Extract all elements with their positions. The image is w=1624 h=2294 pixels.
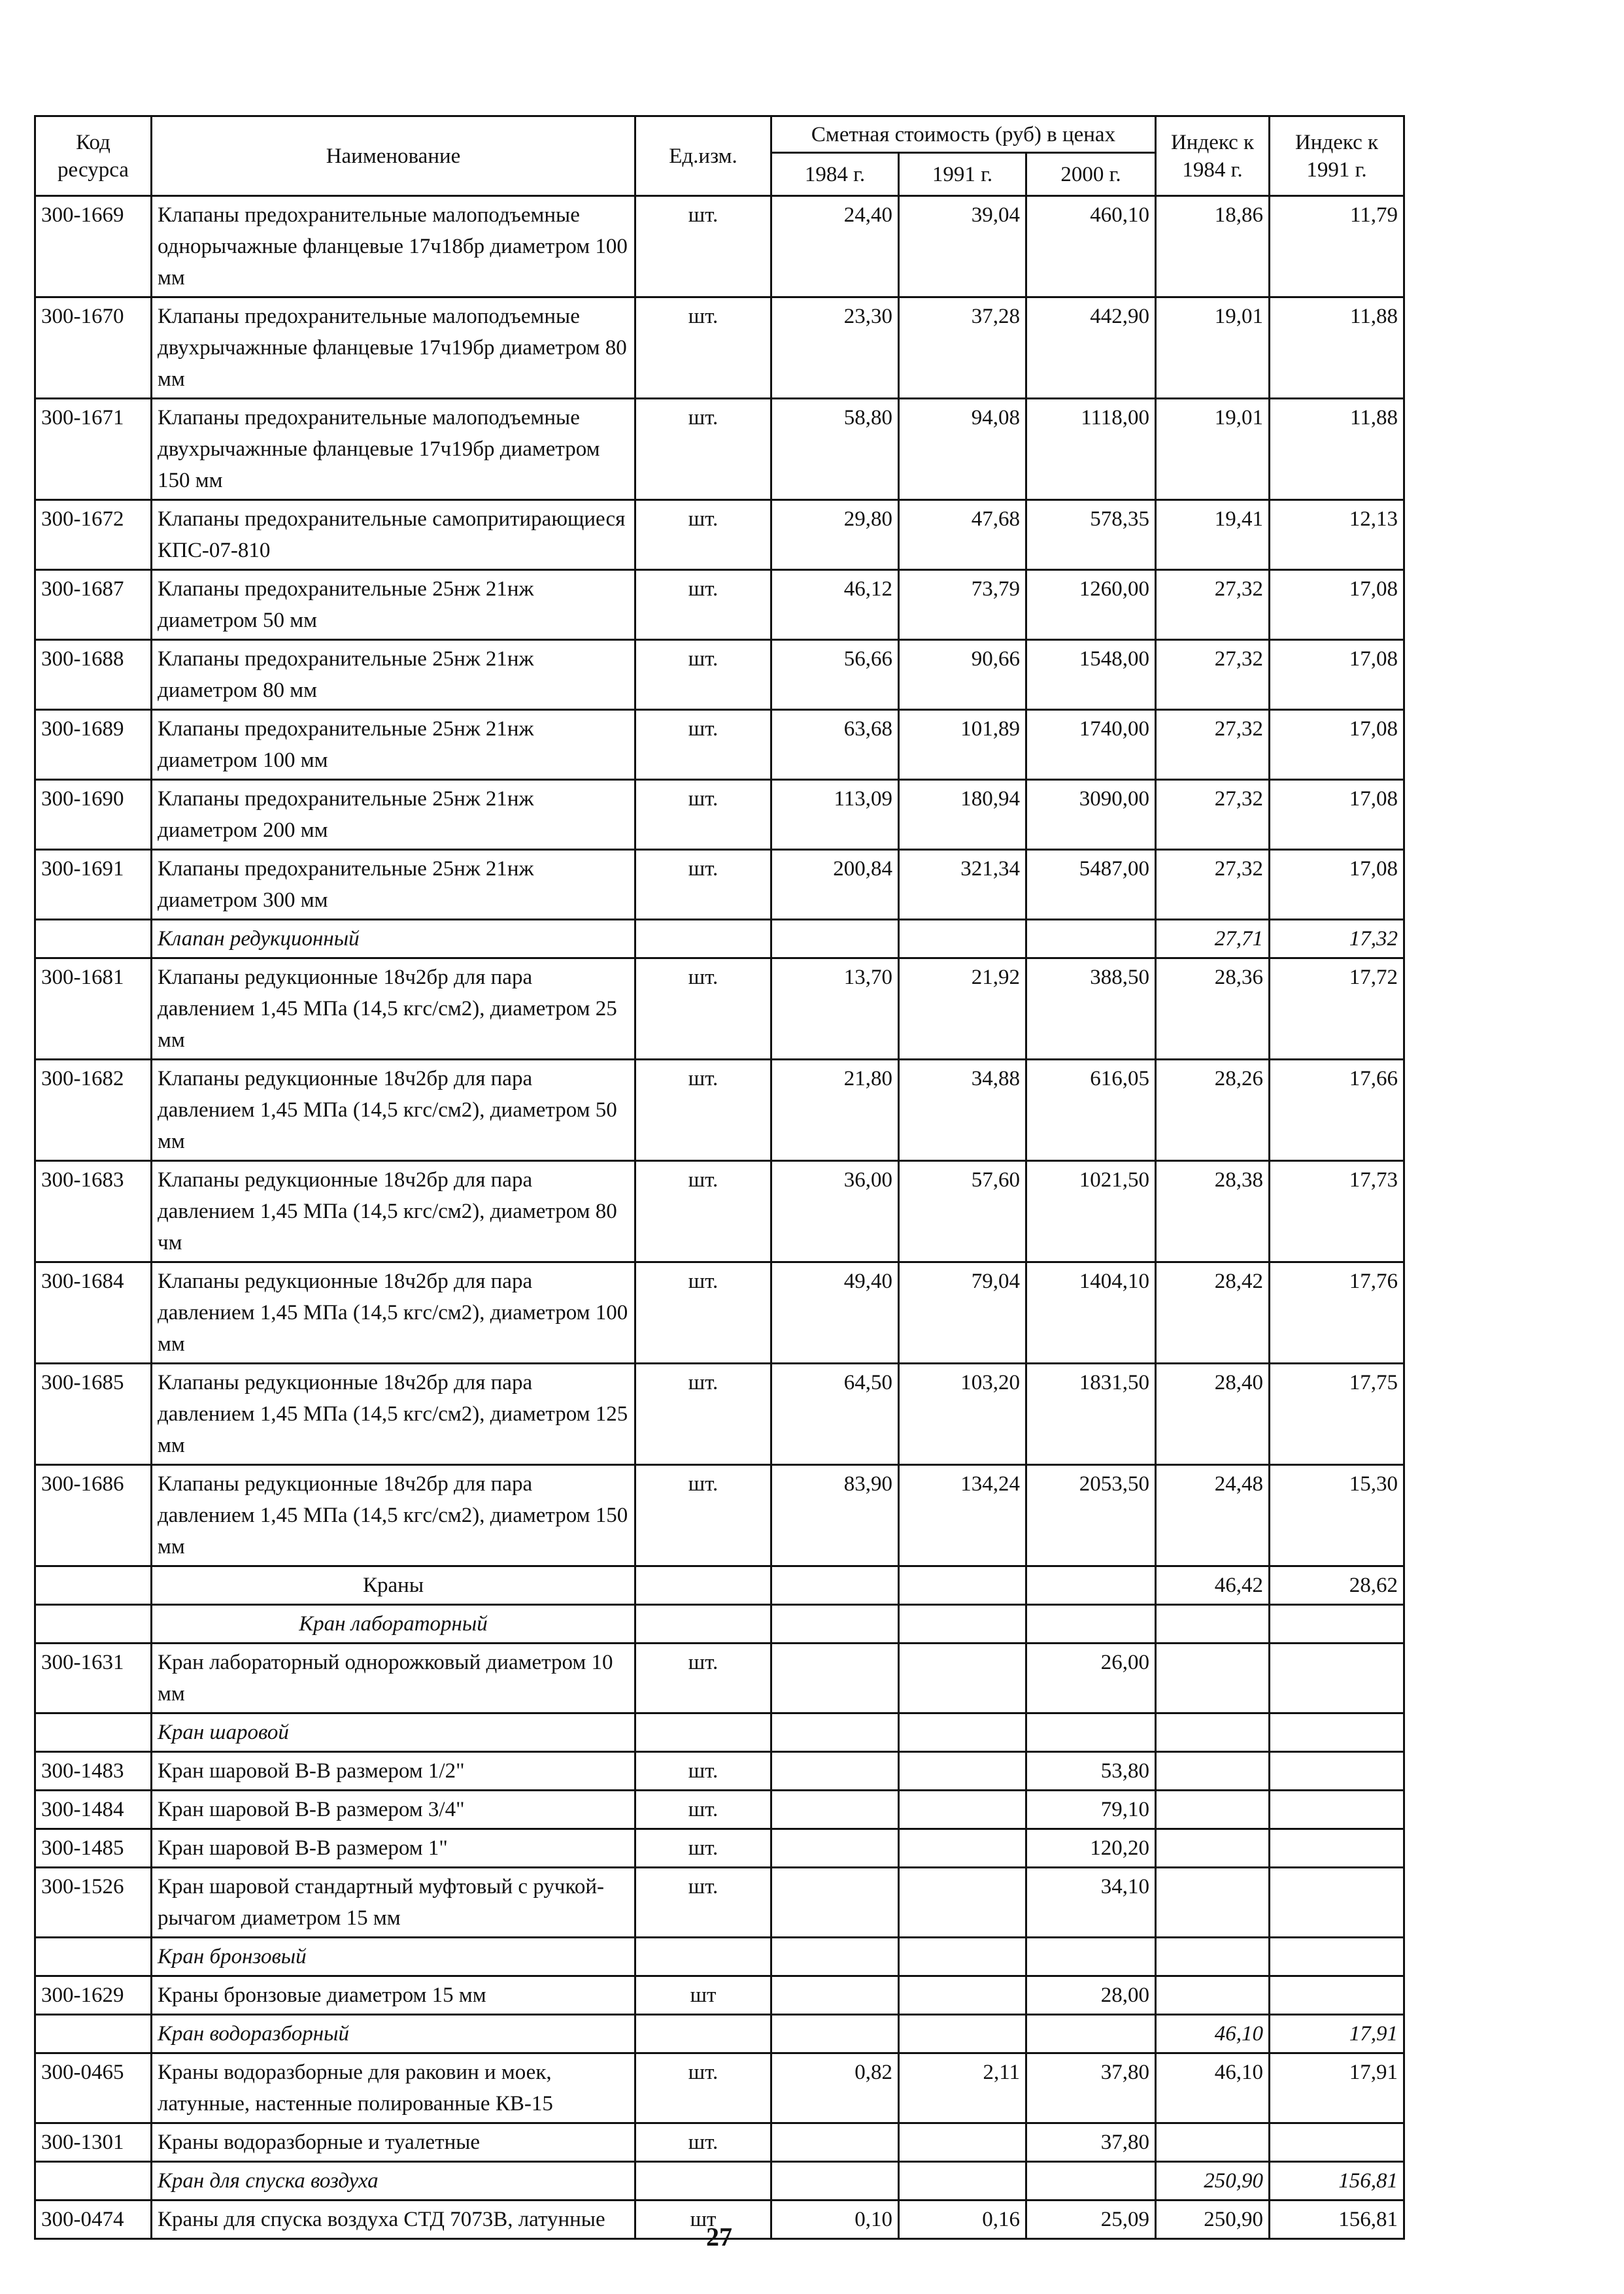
row-index-1984: 27,32 bbox=[1156, 780, 1270, 850]
row-unit: шт. bbox=[635, 1465, 771, 1566]
row-unit: шт. bbox=[635, 958, 771, 1060]
row-price-1991 bbox=[899, 1976, 1026, 2015]
row-code: 300-1631 bbox=[35, 1644, 152, 1713]
row-unit bbox=[635, 2015, 771, 2053]
row-index-1991 bbox=[1270, 1868, 1404, 1938]
table-row bbox=[35, 2123, 1404, 2162]
row-code: 300-1669 bbox=[35, 196, 152, 297]
row-unit bbox=[635, 920, 771, 958]
row-code bbox=[35, 1938, 152, 1976]
row-unit bbox=[635, 1566, 771, 1605]
row-price-2000: 442,90 bbox=[1026, 297, 1156, 399]
header-year-1991: 1991 г. bbox=[899, 153, 1026, 196]
row-code: 300-1526 bbox=[35, 1868, 152, 1938]
row-price-2000: 388,50 bbox=[1026, 958, 1156, 1060]
row-price-1984: 23,30 bbox=[771, 297, 899, 399]
table-header bbox=[35, 116, 1404, 196]
row-price-1984 bbox=[771, 1791, 899, 1829]
row-index-1991: 17,08 bbox=[1270, 850, 1404, 920]
row-index-1991: 17,08 bbox=[1270, 570, 1404, 640]
row-price-1991 bbox=[899, 1605, 1026, 1644]
row-code: 300-1483 bbox=[35, 1752, 152, 1791]
row-name: Клапаны редукционные 18ч2бр для пара давлением 1,45 МПа (14,5 кгс/см2), диаметром 100 мм bbox=[152, 1262, 635, 1364]
table-row bbox=[35, 1161, 1404, 1262]
row-price-1991: 2,11 bbox=[899, 2053, 1026, 2123]
row-index-1984: 28,40 bbox=[1156, 1364, 1270, 1465]
row-price-2000: 120,20 bbox=[1026, 1829, 1156, 1868]
row-name: Краны для спуска воздуха СТД 7073В, латунные bbox=[152, 2201, 635, 2239]
header-cost-group: Сметная стоимость (руб) в ценах bbox=[771, 116, 1156, 153]
row-unit: шт. bbox=[635, 1752, 771, 1791]
row-index-1984: 28,38 bbox=[1156, 1161, 1270, 1262]
row-code: 300-1629 bbox=[35, 1976, 152, 2015]
row-index-1984: 28,26 bbox=[1156, 1060, 1270, 1161]
header-index-1991: Индекс к 1991 г. bbox=[1270, 116, 1404, 196]
row-price-1984: 113,09 bbox=[771, 780, 899, 850]
table-row bbox=[35, 958, 1404, 1060]
row-index-1991: 28,62 bbox=[1270, 1566, 1404, 1605]
row-index-1984: 24,48 bbox=[1156, 1465, 1270, 1566]
row-price-1991 bbox=[899, 1829, 1026, 1868]
row-name: Кран водоразборный bbox=[152, 2015, 635, 2053]
row-index-1984: 46,10 bbox=[1156, 2053, 1270, 2123]
row-index-1984: 27,32 bbox=[1156, 570, 1270, 640]
row-price-2000: 3090,00 bbox=[1026, 780, 1156, 850]
row-name: Краны водоразборные и туалетные bbox=[152, 2123, 635, 2162]
row-index-1984: 250,90 bbox=[1156, 2162, 1270, 2201]
row-price-2000 bbox=[1026, 1713, 1156, 1752]
row-name: Кран для спуска воздуха bbox=[152, 2162, 635, 2201]
row-name: Клапаны редукционные 18ч2бр для пара давлением 1,45 МПа (14,5 кгс/см2), диаметром 150 мм bbox=[152, 1465, 635, 1566]
row-code: 300-0465 bbox=[35, 2053, 152, 2123]
row-price-1991: 57,60 bbox=[899, 1161, 1026, 1262]
row-name: Кран шаровой стандартный муфтовый с ручкой-рычагом диаметром 15 мм bbox=[152, 1868, 635, 1938]
row-index-1991: 17,08 bbox=[1270, 780, 1404, 850]
row-price-2000: 578,35 bbox=[1026, 500, 1156, 570]
row-price-1984: 36,00 bbox=[771, 1161, 899, 1262]
row-unit bbox=[635, 1605, 771, 1644]
row-price-1991 bbox=[899, 1938, 1026, 1976]
row-index-1984: 28,42 bbox=[1156, 1262, 1270, 1364]
row-price-1984 bbox=[771, 1713, 899, 1752]
row-unit: шт. bbox=[635, 1791, 771, 1829]
row-price-2000: 37,80 bbox=[1026, 2123, 1156, 2162]
row-code bbox=[35, 920, 152, 958]
row-name: Клапан редукционный bbox=[152, 920, 635, 958]
row-price-2000: 2053,50 bbox=[1026, 1465, 1156, 1566]
row-price-1991: 34,88 bbox=[899, 1060, 1026, 1161]
row-price-2000 bbox=[1026, 2162, 1156, 2201]
row-index-1991: 17,66 bbox=[1270, 1060, 1404, 1161]
row-price-1984 bbox=[771, 2123, 899, 2162]
row-code: 300-1670 bbox=[35, 297, 152, 399]
row-index-1984 bbox=[1156, 1605, 1270, 1644]
group-subheading-row bbox=[35, 2162, 1404, 2201]
row-code: 300-1685 bbox=[35, 1364, 152, 1465]
row-price-1991: 47,68 bbox=[899, 500, 1026, 570]
row-index-1984 bbox=[1156, 1829, 1270, 1868]
table-row bbox=[35, 500, 1404, 570]
row-code: 300-1682 bbox=[35, 1060, 152, 1161]
row-price-1984: 83,90 bbox=[771, 1465, 899, 1566]
row-index-1984: 27,32 bbox=[1156, 850, 1270, 920]
row-price-2000: 1740,00 bbox=[1026, 710, 1156, 780]
row-code: 300-1691 bbox=[35, 850, 152, 920]
row-price-1984 bbox=[771, 1976, 899, 2015]
row-name: Клапаны предохранительные 25нж 21нж диаметром 100 мм bbox=[152, 710, 635, 780]
row-unit: шт. bbox=[635, 500, 771, 570]
row-index-1991: 17,76 bbox=[1270, 1262, 1404, 1364]
row-price-2000 bbox=[1026, 1566, 1156, 1605]
row-index-1991: 17,73 bbox=[1270, 1161, 1404, 1262]
row-name: Клапаны предохранительные малоподъемные однорычажные фланцевые 17ч18бр диаметром 100 мм bbox=[152, 196, 635, 297]
row-price-1984 bbox=[771, 1752, 899, 1791]
row-price-1991: 134,24 bbox=[899, 1465, 1026, 1566]
row-price-2000: 34,10 bbox=[1026, 1868, 1156, 1938]
row-index-1991: 11,79 bbox=[1270, 196, 1404, 297]
page-number: 27 bbox=[706, 2222, 732, 2252]
table-row bbox=[35, 1752, 1404, 1791]
row-index-1991 bbox=[1270, 1752, 1404, 1791]
table-row bbox=[35, 570, 1404, 640]
row-code: 300-1671 bbox=[35, 399, 152, 500]
row-unit bbox=[635, 2162, 771, 2201]
row-price-1984: 0,10 bbox=[771, 2201, 899, 2239]
table-row bbox=[35, 1829, 1404, 1868]
row-code: 300-1681 bbox=[35, 958, 152, 1060]
row-price-2000 bbox=[1026, 1605, 1156, 1644]
row-unit: шт. bbox=[635, 780, 771, 850]
row-code: 300-1485 bbox=[35, 1829, 152, 1868]
row-name: Клапаны редукционные 18ч2бр для пара давлением 1,45 МПа (14,5 кгс/см2), диаметром 125 мм bbox=[152, 1364, 635, 1465]
row-index-1991: 17,91 bbox=[1270, 2053, 1404, 2123]
group-subheading-row bbox=[35, 2015, 1404, 2053]
table-row bbox=[35, 1791, 1404, 1829]
row-unit: шт. bbox=[635, 399, 771, 500]
row-price-1984: 58,80 bbox=[771, 399, 899, 500]
row-price-1991 bbox=[899, 1791, 1026, 1829]
row-name: Краны bbox=[152, 1566, 635, 1605]
row-name: Кран бронзовый bbox=[152, 1938, 635, 1976]
row-unit: шт. bbox=[635, 640, 771, 710]
row-price-2000: 1118,00 bbox=[1026, 399, 1156, 500]
row-index-1991 bbox=[1270, 1605, 1404, 1644]
row-code bbox=[35, 2162, 152, 2201]
row-price-1991: 39,04 bbox=[899, 196, 1026, 297]
row-price-1991: 21,92 bbox=[899, 958, 1026, 1060]
row-price-1984: 0,82 bbox=[771, 2053, 899, 2123]
row-index-1984: 46,42 bbox=[1156, 1566, 1270, 1605]
row-index-1984 bbox=[1156, 1791, 1270, 1829]
row-index-1984 bbox=[1156, 1713, 1270, 1752]
row-index-1984: 46,10 bbox=[1156, 2015, 1270, 2053]
table-row bbox=[35, 1262, 1404, 1364]
row-index-1984 bbox=[1156, 1938, 1270, 1976]
row-price-1984 bbox=[771, 1644, 899, 1713]
row-price-1984: 24,40 bbox=[771, 196, 899, 297]
row-index-1991: 17,08 bbox=[1270, 710, 1404, 780]
table-row bbox=[35, 297, 1404, 399]
row-name: Клапаны редукционные 18ч2бр для пара давлением 1,45 МПа (14,5 кгс/см2), диаметром 80 чм bbox=[152, 1161, 635, 1262]
row-price-1984: 29,80 bbox=[771, 500, 899, 570]
table-row bbox=[35, 1976, 1404, 2015]
row-name: Клапаны предохранительные 25нж 21нж диаметром 200 мм bbox=[152, 780, 635, 850]
header-index-1984: Индекс к 1984 г. bbox=[1156, 116, 1270, 196]
row-price-1984: 63,68 bbox=[771, 710, 899, 780]
table-row bbox=[35, 1644, 1404, 1713]
row-price-1991 bbox=[899, 2015, 1026, 2053]
row-price-1991: 73,79 bbox=[899, 570, 1026, 640]
row-unit: шт. bbox=[635, 850, 771, 920]
row-code: 300-1301 bbox=[35, 2123, 152, 2162]
row-price-1984 bbox=[771, 1868, 899, 1938]
row-name: Клапаны предохранительные самопритирающиеся КПС-07-810 bbox=[152, 500, 635, 570]
row-unit: шт. bbox=[635, 297, 771, 399]
row-price-2000: 460,10 bbox=[1026, 196, 1156, 297]
row-code: 300-1684 bbox=[35, 1262, 152, 1364]
row-index-1991 bbox=[1270, 1829, 1404, 1868]
group-subheading-row bbox=[35, 1713, 1404, 1752]
row-price-1991: 321,34 bbox=[899, 850, 1026, 920]
row-price-2000: 1831,50 bbox=[1026, 1364, 1156, 1465]
row-unit: шт. bbox=[635, 710, 771, 780]
row-price-1991: 37,28 bbox=[899, 297, 1026, 399]
row-price-1984: 56,66 bbox=[771, 640, 899, 710]
price-table bbox=[34, 115, 1405, 2240]
row-price-1984 bbox=[771, 1566, 899, 1605]
row-price-1984 bbox=[771, 2015, 899, 2053]
row-price-1991 bbox=[899, 1868, 1026, 1938]
row-index-1991: 17,91 bbox=[1270, 2015, 1404, 2053]
row-price-1984 bbox=[771, 1938, 899, 1976]
row-code: 300-1688 bbox=[35, 640, 152, 710]
row-price-2000: 79,10 bbox=[1026, 1791, 1156, 1829]
row-unit: шт. bbox=[635, 570, 771, 640]
row-index-1984: 19,01 bbox=[1156, 297, 1270, 399]
header-unit: Ед.изм. bbox=[635, 116, 771, 196]
row-price-1984 bbox=[771, 2162, 899, 2201]
row-index-1984: 27,71 bbox=[1156, 920, 1270, 958]
row-index-1984: 18,86 bbox=[1156, 196, 1270, 297]
table-row bbox=[35, 780, 1404, 850]
row-price-1984: 49,40 bbox=[771, 1262, 899, 1364]
table-row bbox=[35, 196, 1404, 297]
row-unit: шт. bbox=[635, 1262, 771, 1364]
row-price-1991: 103,20 bbox=[899, 1364, 1026, 1465]
row-code bbox=[35, 1605, 152, 1644]
row-unit bbox=[635, 1713, 771, 1752]
table-row bbox=[35, 1868, 1404, 1938]
table-row bbox=[35, 1465, 1404, 1566]
row-unit: шт. bbox=[635, 1829, 771, 1868]
table-row bbox=[35, 1060, 1404, 1161]
row-price-2000: 53,80 bbox=[1026, 1752, 1156, 1791]
header-name: Наименование bbox=[152, 116, 635, 196]
row-price-1991: 101,89 bbox=[899, 710, 1026, 780]
row-price-1984: 64,50 bbox=[771, 1364, 899, 1465]
row-name: Клапаны редукционные 18ч2бр для пара давлением 1,45 МПа (14,5 кгс/см2), диаметром 50 мм bbox=[152, 1060, 635, 1161]
row-name: Клапаны предохранительные малоподъемные двухрычажнные фланцевые 17ч19бр диаметром 80 мм bbox=[152, 297, 635, 399]
table-row bbox=[35, 399, 1404, 500]
row-index-1984: 27,32 bbox=[1156, 710, 1270, 780]
row-name: Кран шаровой В-В размером 1/2" bbox=[152, 1752, 635, 1791]
row-index-1991: 17,08 bbox=[1270, 640, 1404, 710]
row-unit: шт bbox=[635, 1976, 771, 2015]
group-subheading-row bbox=[35, 1938, 1404, 1976]
row-index-1991: 156,81 bbox=[1270, 2162, 1404, 2201]
row-price-2000: 37,80 bbox=[1026, 2053, 1156, 2123]
row-code bbox=[35, 1566, 152, 1605]
table-row bbox=[35, 850, 1404, 920]
row-index-1984: 19,01 bbox=[1156, 399, 1270, 500]
row-price-2000: 25,09 bbox=[1026, 2201, 1156, 2239]
row-name: Кран лабораторный bbox=[152, 1605, 635, 1644]
row-code: 300-1690 bbox=[35, 780, 152, 850]
row-unit: шт. bbox=[635, 2123, 771, 2162]
row-price-1984: 200,84 bbox=[771, 850, 899, 920]
row-price-1991 bbox=[899, 920, 1026, 958]
row-index-1991: 156,81 bbox=[1270, 2201, 1404, 2239]
row-price-2000: 26,00 bbox=[1026, 1644, 1156, 1713]
row-price-2000: 1404,10 bbox=[1026, 1262, 1156, 1364]
row-price-2000: 616,05 bbox=[1026, 1060, 1156, 1161]
row-index-1984 bbox=[1156, 1752, 1270, 1791]
row-price-1991 bbox=[899, 1713, 1026, 1752]
row-index-1991 bbox=[1270, 1644, 1404, 1713]
row-name: Клапаны предохранительные малоподъемные двухрычажнные фланцевые 17ч19бр диаметром 150 мм bbox=[152, 399, 635, 500]
row-price-1991: 90,66 bbox=[899, 640, 1026, 710]
row-unit: шт. bbox=[635, 196, 771, 297]
header-code: Код ресурса bbox=[35, 116, 152, 196]
row-unit: шт. bbox=[635, 1364, 771, 1465]
row-name: Кран шаровой В-В размером 3/4" bbox=[152, 1791, 635, 1829]
table-row bbox=[35, 2053, 1404, 2123]
row-unit: шт. bbox=[635, 1161, 771, 1262]
row-unit: шт. bbox=[635, 1644, 771, 1713]
table-row bbox=[35, 710, 1404, 780]
table-body bbox=[35, 196, 1404, 2239]
row-index-1984: 28,36 bbox=[1156, 958, 1270, 1060]
row-price-1984 bbox=[771, 1605, 899, 1644]
header-year-2000: 2000 г. bbox=[1026, 153, 1156, 196]
row-name: Кран шаровой bbox=[152, 1713, 635, 1752]
row-code: 300-1672 bbox=[35, 500, 152, 570]
row-price-1991 bbox=[899, 1752, 1026, 1791]
row-index-1991 bbox=[1270, 1976, 1404, 2015]
row-index-1991: 17,32 bbox=[1270, 920, 1404, 958]
row-price-1991 bbox=[899, 2123, 1026, 2162]
row-price-1991: 79,04 bbox=[899, 1262, 1026, 1364]
header-year-1984: 1984 г. bbox=[771, 153, 899, 196]
row-name: Клапаны предохранительные 25нж 21нж диаметром 50 мм bbox=[152, 570, 635, 640]
row-price-1991: 0,16 bbox=[899, 2201, 1026, 2239]
row-index-1984 bbox=[1156, 1644, 1270, 1713]
row-price-2000: 1260,00 bbox=[1026, 570, 1156, 640]
row-code: 300-1484 bbox=[35, 1791, 152, 1829]
table-row bbox=[35, 640, 1404, 710]
row-index-1991: 15,30 bbox=[1270, 1465, 1404, 1566]
row-code: 300-1683 bbox=[35, 1161, 152, 1262]
row-code bbox=[35, 2015, 152, 2053]
row-price-2000: 1548,00 bbox=[1026, 640, 1156, 710]
row-price-1991: 94,08 bbox=[899, 399, 1026, 500]
row-unit bbox=[635, 1938, 771, 1976]
row-unit: шт. bbox=[635, 2053, 771, 2123]
row-index-1984 bbox=[1156, 2123, 1270, 2162]
row-index-1991 bbox=[1270, 1713, 1404, 1752]
row-index-1984: 27,32 bbox=[1156, 640, 1270, 710]
row-index-1984 bbox=[1156, 1868, 1270, 1938]
group-subheading-row bbox=[35, 920, 1404, 958]
row-price-1984: 21,80 bbox=[771, 1060, 899, 1161]
row-code bbox=[35, 1713, 152, 1752]
row-unit: шт. bbox=[635, 1868, 771, 1938]
row-name: Кран лабораторный однорожковый диаметром 10 мм bbox=[152, 1644, 635, 1713]
table-row bbox=[35, 1364, 1404, 1465]
row-index-1991 bbox=[1270, 2123, 1404, 2162]
row-code: 300-0474 bbox=[35, 2201, 152, 2239]
row-code: 300-1689 bbox=[35, 710, 152, 780]
row-price-2000: 28,00 bbox=[1026, 1976, 1156, 2015]
group-subheading-row bbox=[35, 1605, 1404, 1644]
row-price-1984 bbox=[771, 1829, 899, 1868]
row-price-1991 bbox=[899, 2162, 1026, 2201]
row-price-1991 bbox=[899, 1566, 1026, 1605]
row-name: Кран шаровой В-В размером 1" bbox=[152, 1829, 635, 1868]
row-price-1984: 46,12 bbox=[771, 570, 899, 640]
row-price-1984 bbox=[771, 920, 899, 958]
row-code: 300-1686 bbox=[35, 1465, 152, 1566]
row-index-1991: 17,72 bbox=[1270, 958, 1404, 1060]
row-price-1991 bbox=[899, 1644, 1026, 1713]
row-price-2000 bbox=[1026, 2015, 1156, 2053]
row-name: Клапаны предохранительные 25нж 21нж диаметром 80 мм bbox=[152, 640, 635, 710]
section-heading-row bbox=[35, 1566, 1404, 1605]
row-price-2000: 1021,50 bbox=[1026, 1161, 1156, 1262]
row-index-1991: 17,75 bbox=[1270, 1364, 1404, 1465]
row-name: Клапаны предохранительные 25нж 21нж диаметром 300 мм bbox=[152, 850, 635, 920]
row-price-2000: 5487,00 bbox=[1026, 850, 1156, 920]
row-index-1984: 19,41 bbox=[1156, 500, 1270, 570]
row-index-1991: 12,13 bbox=[1270, 500, 1404, 570]
row-name: Краны водоразборные для раковин и моек, латунные, настенные полированные КВ-15 bbox=[152, 2053, 635, 2123]
row-index-1991: 11,88 bbox=[1270, 399, 1404, 500]
row-index-1991 bbox=[1270, 1791, 1404, 1829]
row-unit: шт. bbox=[635, 1060, 771, 1161]
row-index-1991: 11,88 bbox=[1270, 297, 1404, 399]
row-price-2000 bbox=[1026, 920, 1156, 958]
row-index-1991 bbox=[1270, 1938, 1404, 1976]
row-price-2000 bbox=[1026, 1938, 1156, 1976]
row-code: 300-1687 bbox=[35, 570, 152, 640]
row-name: Краны бронзовые диаметром 15 мм bbox=[152, 1976, 635, 2015]
row-unit: шт bbox=[635, 2201, 771, 2239]
row-index-1984: 250,90 bbox=[1156, 2201, 1270, 2239]
row-name: Клапаны редукционные 18ч2бр для пара давлением 1,45 МПа (14,5 кгс/см2), диаметром 25 мм bbox=[152, 958, 635, 1060]
row-price-1991: 180,94 bbox=[899, 780, 1026, 850]
row-price-1984: 13,70 bbox=[771, 958, 899, 1060]
row-index-1984 bbox=[1156, 1976, 1270, 2015]
